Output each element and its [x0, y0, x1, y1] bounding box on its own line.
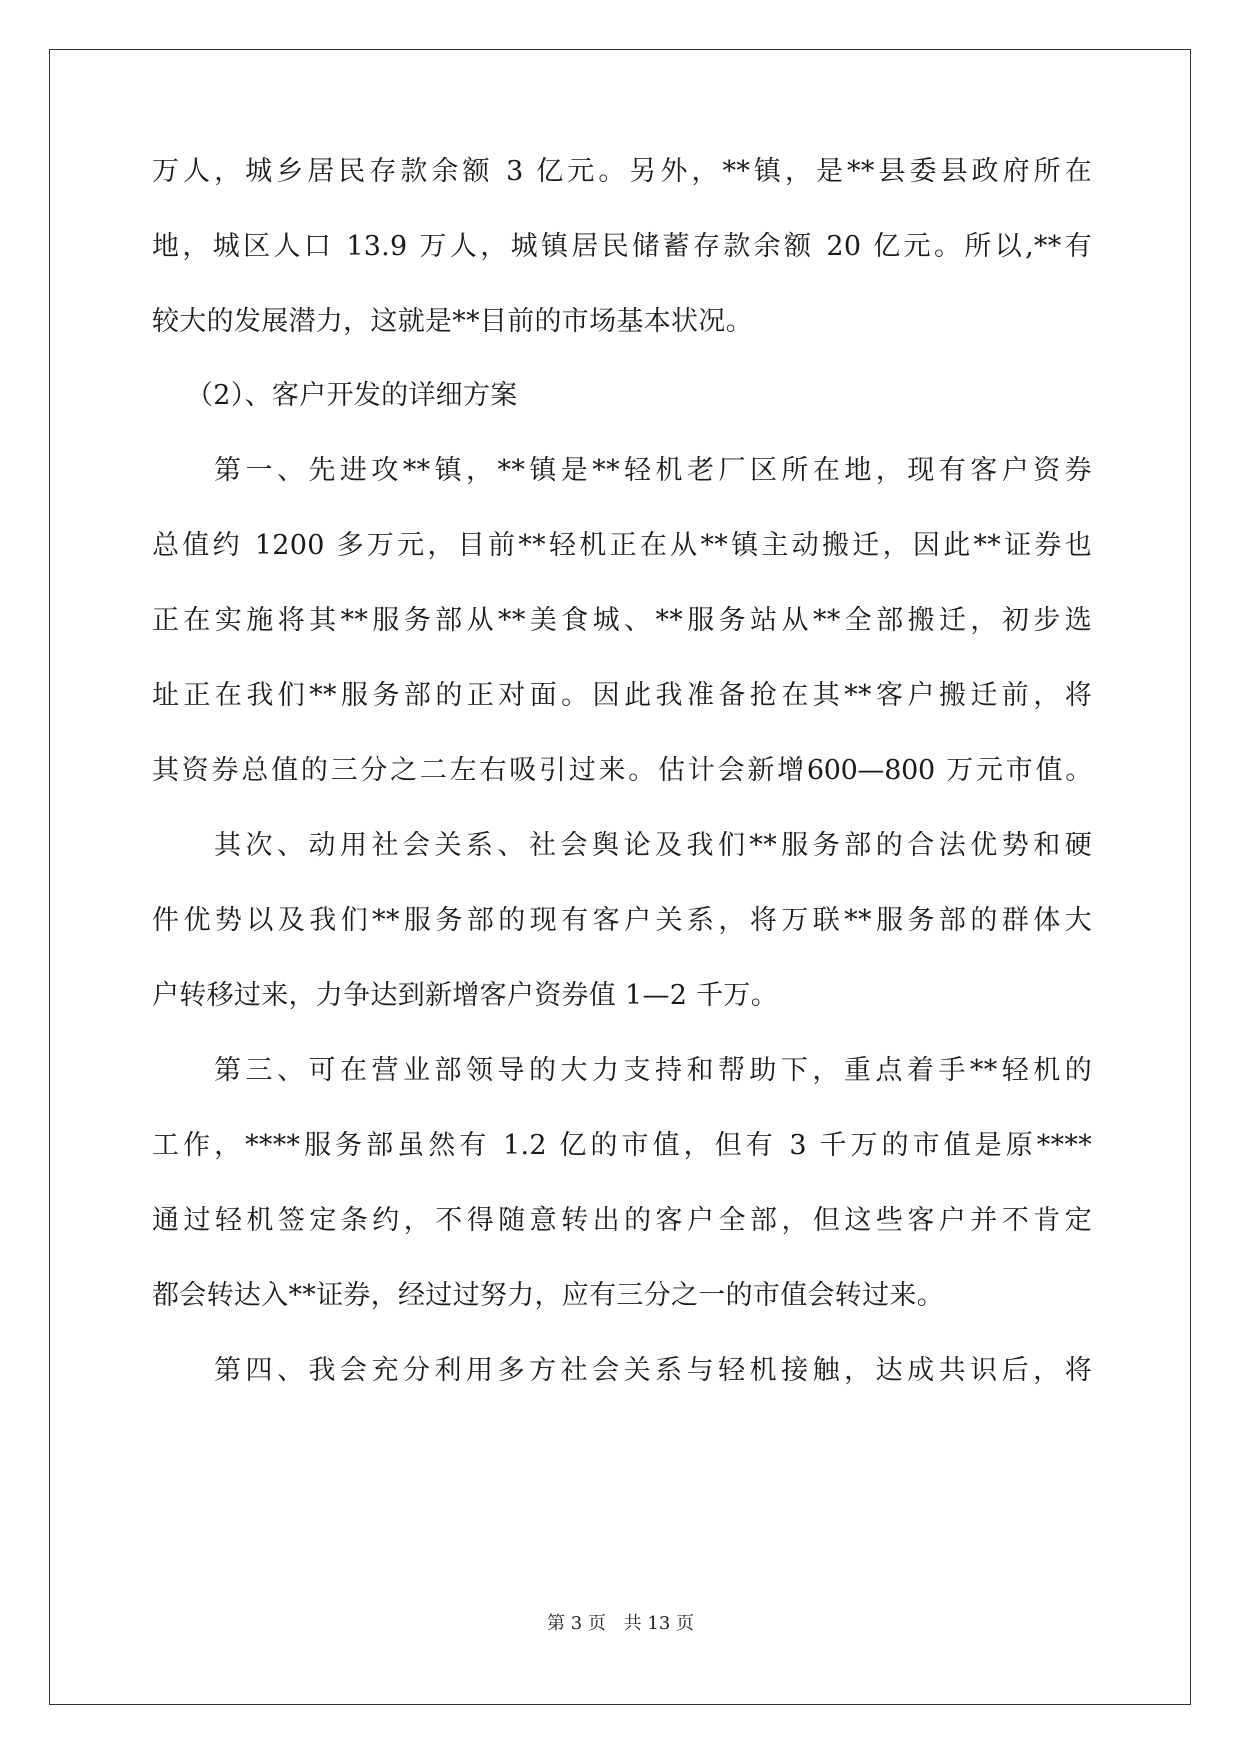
body-line-16: 都会转达入**证券，经过过努力，应有三分之一的市值会转过来。	[152, 1280, 944, 1311]
page-number: 第 3 页	[547, 1613, 606, 1634]
body-line-15: 通过轻机签定条约，不得随意转出的客户全部，但这些客户并不肯定	[152, 1205, 1092, 1236]
page-border	[49, 49, 1191, 1705]
body-line-10: 其次、动用社会关系、社会舆论及我们**服务部的合法优势和硬	[214, 830, 1092, 861]
body-line-1: 万人，城乡居民存款余额 3 亿元。另外，**镇，是**县委县政府所在	[152, 156, 1092, 187]
page-footer	[0, 1612, 1241, 1636]
page-total: 共 13 页	[623, 1613, 694, 1634]
body-line-12: 户转移过来，力争达到新增客户资券值 1—2 千万。	[152, 980, 779, 1011]
body-line-17: 第四、我会充分利用多方社会关系与轻机接触，达成共识后，将	[214, 1355, 1092, 1386]
body-line-11: 件优势以及我们**服务部的现有客户关系，将万联**服务部的群体大	[152, 905, 1092, 936]
body-line-9: 其资券总值的三分之二左右吸引过来。估计会新增600—800 万元市值。	[152, 755, 1092, 786]
body-line-14: 工作，****服务部虽然有 1.2 亿的市值，但有 3 千万的市值是原****	[152, 1130, 1092, 1161]
body-line-8: 址正在我们**服务部的正对面。因此我准备抢在其**客户搬迁前，将	[152, 680, 1092, 711]
body-line-7: 正在实施将其**服务部从**美食城、**服务站从**全部搬迁，初步选	[152, 605, 1092, 636]
section-heading: （2）、客户开发的详细方案	[186, 380, 518, 411]
body-line-13: 第三、可在营业部领导的大力支持和帮助下，重点着手**轻机的	[214, 1055, 1092, 1086]
body-line-5: 第一、先进攻**镇，**镇是**轻机老厂区所在地，现有客户资券	[214, 455, 1092, 486]
body-line-3: 较大的发展潜力，这就是**目前的市场基本状况。	[152, 306, 753, 337]
body-line-6: 总值约 1200 多万元，目前**轻机正在从**镇主动搬迁，因此**证券也	[152, 530, 1092, 561]
body-line-2: 地，城区人口 13.9 万人，城镇居民储蓄存款余额 20 亿元。所以,**有	[152, 231, 1092, 262]
